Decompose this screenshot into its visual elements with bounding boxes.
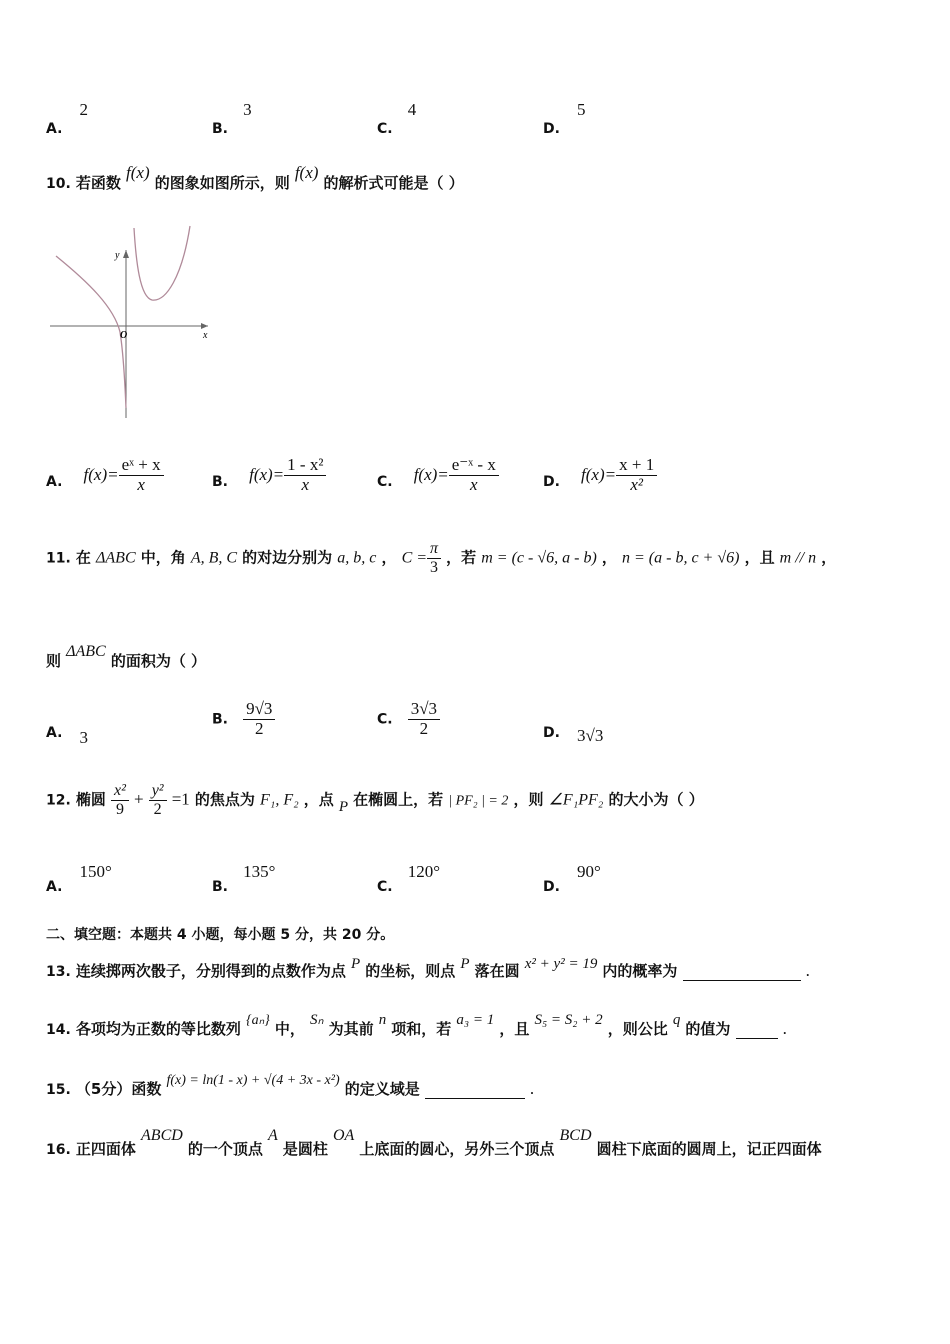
function-expr: f(x) [294,163,319,182]
stem-text: ， [381,548,397,567]
stem-text: ，则 [513,790,544,809]
parallel-expr: m // n [779,549,817,567]
answer-blank[interactable] [683,966,801,981]
stem-text: ，且 [744,548,775,567]
stem-text: 中， [274,1020,305,1038]
stem-text: 的解析式可能是（ ） [323,174,464,192]
question-number: 11. [46,550,71,567]
q11-option-c [377,700,440,738]
x-axis-label: x [203,330,208,341]
angle-expr: ∠F₁PF₂ [548,791,604,809]
fraction-denominator: 2 [255,718,264,738]
q10-option-a [46,456,164,494]
sides-expr: a, b, c [337,549,377,567]
question-number: 13. [46,964,71,980]
angle-c-lhs: C = [401,549,428,567]
answer-blank[interactable] [736,1024,778,1039]
equals-one: =1 [171,789,190,809]
vector-n: n = (a - b, c + √6) [622,549,740,567]
stem-text: 各项均为正数的等比数列 [75,1020,241,1038]
stem-text: 圆柱下底面的圆周上，记正四面体 [596,1140,822,1158]
stem-text: 在椭圆上，若 [353,790,444,809]
stem-text: ，且 [499,1020,530,1038]
option-fraction [449,456,499,494]
fraction-numerator: x + 1 [616,456,657,476]
fraction-numerator: e⁻ˣ - x [449,456,499,476]
fraction-denominator: x [470,474,478,494]
q12-option-b [212,862,276,895]
stem-text: 的一个顶点 [187,1140,263,1158]
stem-text: 中，角 [140,548,186,567]
stem-text: ，若 [446,548,477,567]
stem-text: （5分）函数 [75,1080,162,1098]
option-value: 2 [79,100,89,119]
q9-option-d [543,100,586,137]
option-value: 3 [243,100,252,119]
option-value: 5 [577,100,586,119]
left-branch-curve [56,256,126,408]
q9-option-c [377,100,417,137]
stem-text: 的面积为（ ） [110,652,207,670]
option-value: 3√3 [577,726,604,745]
option-label: C. [377,473,393,490]
option-fraction [616,456,657,494]
q13-stem [46,952,810,980]
point-p: P [338,798,349,815]
option-label: C. [377,711,393,728]
stem-text: 的定义域是 [344,1080,420,1098]
point-p: P [351,956,361,972]
stem-text: 是圆柱 [282,1140,328,1158]
function-expr: f(x) [126,163,150,182]
circle-equation: x² + y² = 19 [524,956,598,972]
q11-option-b [212,700,275,738]
triangle-expr: ΔABC [96,549,136,567]
fraction-numerator: 3√3 [408,700,440,720]
stem-text: 椭圆 [75,790,106,809]
plus-sign: + [134,789,144,809]
q12-option-a [46,862,112,895]
angle-c-fraction [427,540,441,576]
option-label: B. [212,121,228,137]
fraction-numerator: 9√3 [243,700,275,720]
fraction-numerator: π [427,540,441,559]
stem-text: 上底面的圆心，另外三个顶点 [359,1140,555,1158]
stem-text: 内的概率为 [602,962,678,980]
option-fraction [243,700,275,738]
period: . [529,1079,535,1098]
fraction-numerator: x² [111,782,129,801]
fraction-numerator: y² [149,782,167,801]
period: . [805,961,810,980]
option-label: A. [46,121,63,137]
fraction-denominator: x [301,474,310,494]
right-branch-curve [134,226,190,300]
q15-stem [46,1068,535,1098]
q12-option-d [543,862,601,895]
vertex-a: A [268,1127,278,1144]
partial-sum: Sₙ [310,1012,324,1028]
vertices-bcd: BCD [559,1127,592,1144]
q10-option-b [212,456,326,494]
fraction-denominator: x [137,474,145,494]
option-label: A. [46,725,63,741]
q11-option-a [46,722,89,747]
stem-text: 连续掷两次骰子，分别得到的点数作为点 [75,962,346,980]
option-fraction [119,456,164,494]
fraction-denominator: 3 [430,558,439,576]
answer-blank[interactable] [425,1084,525,1099]
option-label: A. [46,473,63,490]
function-graph [48,222,218,422]
option-label: B. [212,711,228,728]
q10-option-d [543,456,657,494]
foci-expr: F₁, F₂ [260,791,299,809]
distance-condition: | PF₂ | = 2 [448,793,509,809]
option-label: D. [543,725,560,741]
tetrahedron-label: ABCD [141,1127,183,1144]
stem-text: 的图象如图所示，则 [154,174,290,192]
stem-text: ，则公比 [607,1020,668,1038]
section-heading: 二、填空题：本题共 4 小题，每小题 5 分，共 20 分。 [46,927,395,943]
question-number: 16. [46,1142,71,1158]
question-number: 14. [46,1022,71,1038]
option-label: C. [377,121,393,137]
option-value: 120° [407,862,440,881]
fraction-denominator: 2 [153,800,162,818]
function-expr: f(x) = ln(1 - x) + √(4 + 3x - x²) [166,1073,340,1088]
stem-text: ， [821,548,837,567]
stem-text: 的值为 [685,1020,731,1038]
fraction-numerator: eˣ + x [119,456,164,476]
fraction-denominator: 2 [419,718,429,738]
variable-n: n [378,1012,387,1028]
angles-expr: A, B, C [190,549,238,567]
option-label: D. [543,879,560,895]
option-label: D. [543,473,560,490]
origin-label: O [120,330,128,341]
option-label: B. [212,879,228,895]
cylinder-label: OA [332,1127,355,1144]
q12-option-c [377,862,440,895]
term-a3: a₃ = 1 [456,1012,495,1028]
q11-stem [46,540,836,576]
fraction-numerator: 1 - x² [284,456,326,476]
triangle-expr: ΔABC [66,643,106,660]
y-axis-arrow [123,250,129,258]
y-axis-label: y [115,250,120,261]
stem-text: ， [601,548,617,567]
period: . [782,1019,787,1038]
stem-text: 项和，若 [391,1020,452,1038]
point-p: P [460,956,470,972]
option-label: D. [543,121,560,137]
q9-option-a [46,100,89,137]
option-value: 135° [243,862,276,881]
option-value: 150° [79,862,112,881]
option-lhs: f(x)= [249,464,285,484]
stem-text: 正四面体 [75,1140,136,1158]
stem-text: 的坐标，则点 [365,962,456,980]
stem-text: 在 [75,548,91,567]
q9-option-b [212,100,252,137]
fraction-denominator: 9 [115,800,124,818]
vector-m: m = (c - √6, a - b) [481,549,597,567]
option-value: 3 [79,728,89,747]
option-label: B. [212,473,228,490]
stem-text: 则 [46,652,62,670]
stem-text: 的焦点为 [194,790,255,809]
stem-text: 若函数 [75,174,121,192]
q12-stem [46,782,704,818]
option-lhs: f(x)= [413,464,449,484]
question-number: 12. [46,792,71,809]
q10-option-c [377,456,499,494]
q14-stem [46,1008,787,1038]
option-label: C. [377,879,393,895]
option-label: A. [46,879,63,895]
option-value: 90° [577,862,601,881]
stem-text: 落在圆 [474,962,520,980]
option-lhs: f(x)= [83,464,119,484]
stem-text: 的对边分别为 [242,548,333,567]
sequence-expr: {aₙ} [246,1013,270,1028]
question-number: 15. [46,1082,71,1098]
ellipse-term-y [149,782,167,818]
q10-stem [46,162,464,192]
stem-text: 的大小为（ ） [608,790,704,809]
fraction-denominator: x² [630,474,643,494]
stem-text: 为其前 [328,1020,374,1038]
q16-stem [46,1124,822,1158]
question-number: 10. [46,176,71,192]
ellipse-term-x [111,782,129,818]
q11-option-d [543,722,604,745]
stem-text: ，点 [303,790,334,809]
option-value: 4 [407,100,417,119]
q11-stem-line2 [46,640,207,670]
option-lhs: f(x)= [581,464,617,484]
x-axis-arrow [201,323,208,329]
ratio-q: q [672,1012,681,1028]
option-fraction [408,700,440,738]
option-fraction [284,456,326,494]
sum-condition: S₅ = S₂ + 2 [534,1012,603,1028]
